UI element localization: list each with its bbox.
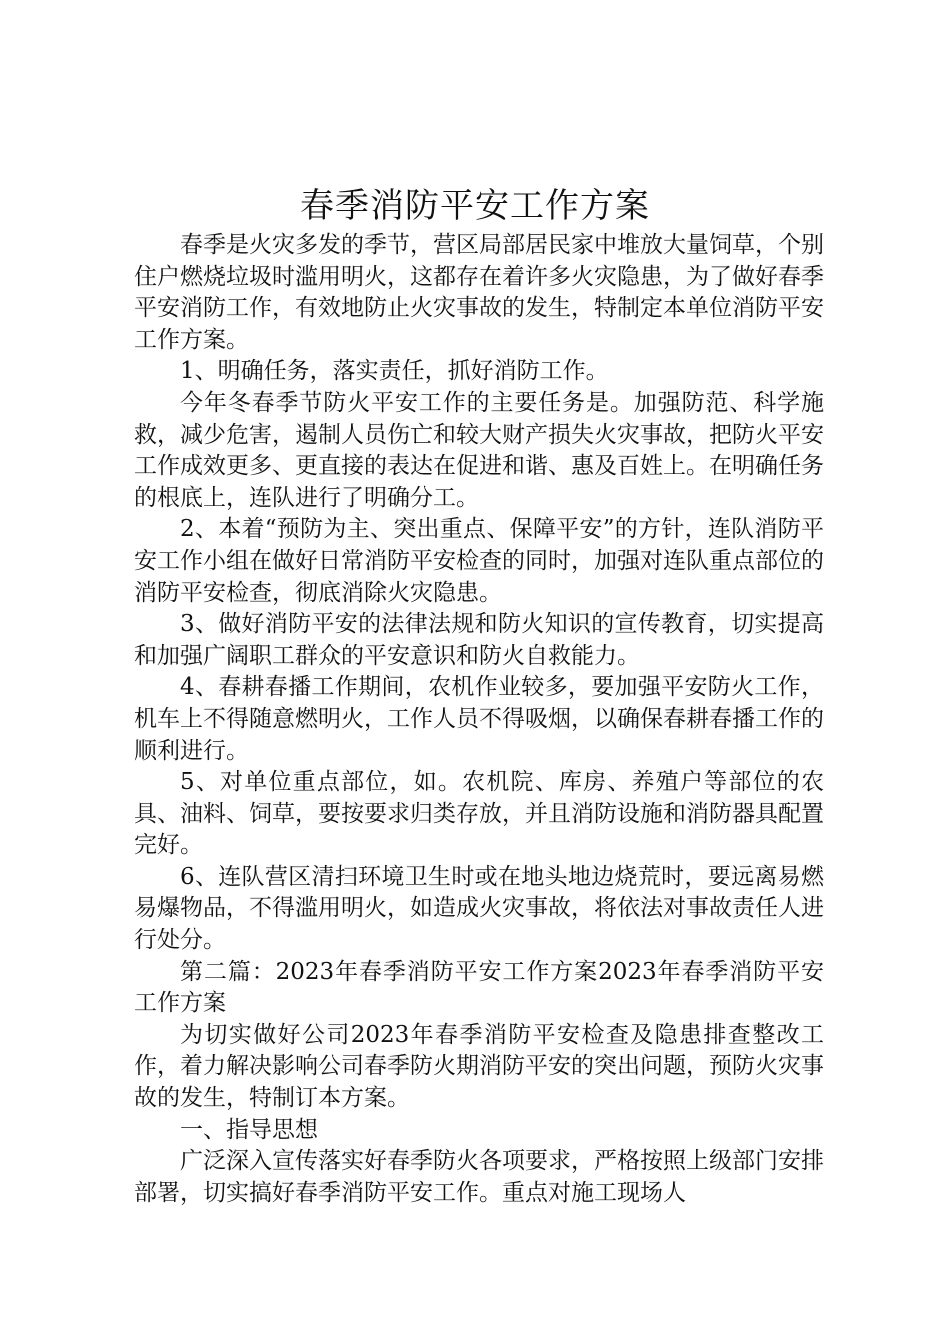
paragraph: 春季是火灾多发的季节，营区局部居民家中堆放大量饲草，个别住户燃烧垃圾时滥用明火，这都存在着许多火灾隐患，为了做好春季平安消防工作，有效地防止火灾事故的发生，特制定本单位消防平安工作方案。 bbox=[134, 232, 824, 353]
paragraph: 5、对单位重点部位，如。农机院、库房、养殖户等部位的农具、油料、饲草，要按要求归类存放，并且消防设施和消防器具配置完好。 bbox=[134, 769, 824, 859]
paragraph: 2、本着“预防为主、突出重点、保障平安”的方针，连队消防平安工作小组在做好日常消防平安检查的同时，加强对连队重点部位的消防平安检查，彻底消除火灾隐患。 bbox=[134, 516, 824, 606]
paragraph: 3、做好消防平安的法律法规和防火知识的宣传教育，切实提高和加强广阔职工群众的平安意识和防火自救能力。 bbox=[134, 611, 824, 669]
paragraph: 广泛深入宣传落实好春季防火各项要求，严格按照上级部门安排部署，切实搞好春季消防平安工作。重点对施工现场人 bbox=[134, 1148, 824, 1206]
document-body bbox=[134, 230, 824, 1209]
section-heading: 第二篇：2023年春季消防平安工作方案2023年春季消防平安工作方案 bbox=[134, 958, 824, 1017]
paragraph: 为切实做好公司2023年春季消防平安检查及隐患排查整改工作，着力解决影响公司春季防火期消防平安的突出问题，预防火灾事故的发生，特制订本方案。 bbox=[134, 1021, 824, 1112]
paragraph: 1、明确任务，落实责任，抓好消防工作。 bbox=[180, 358, 609, 385]
paragraph: 6、连队营区清扫环境卫生时或在地头地边烧荒时，要远离易燃易爆物品，不得滥用明火，如造成火灾事故，将依法对事故责任人进行处分。 bbox=[134, 863, 824, 954]
paragraph: 4、春耕春播工作期间，农机作业较多，要加强平安防火工作，机车上不得随意燃明火，工作人员不得吸烟，以确保春耕春播工作的顺利进行。 bbox=[134, 674, 824, 764]
section-subheading: 一、指导思想 bbox=[180, 1116, 318, 1143]
paragraph: 今年冬春季节防火平安工作的主要任务是。加强防范、科学施救，减少危害，遏制人员伤亡和较大财产损失火灾事故，把防火平安工作成效更多、更直接的表达在促进和谐、惠及百姓上。在明确任务的根底上，连队进行了明确分工。 bbox=[134, 389, 824, 511]
document-title: 春季消防平安工作方案 bbox=[300, 186, 650, 226]
